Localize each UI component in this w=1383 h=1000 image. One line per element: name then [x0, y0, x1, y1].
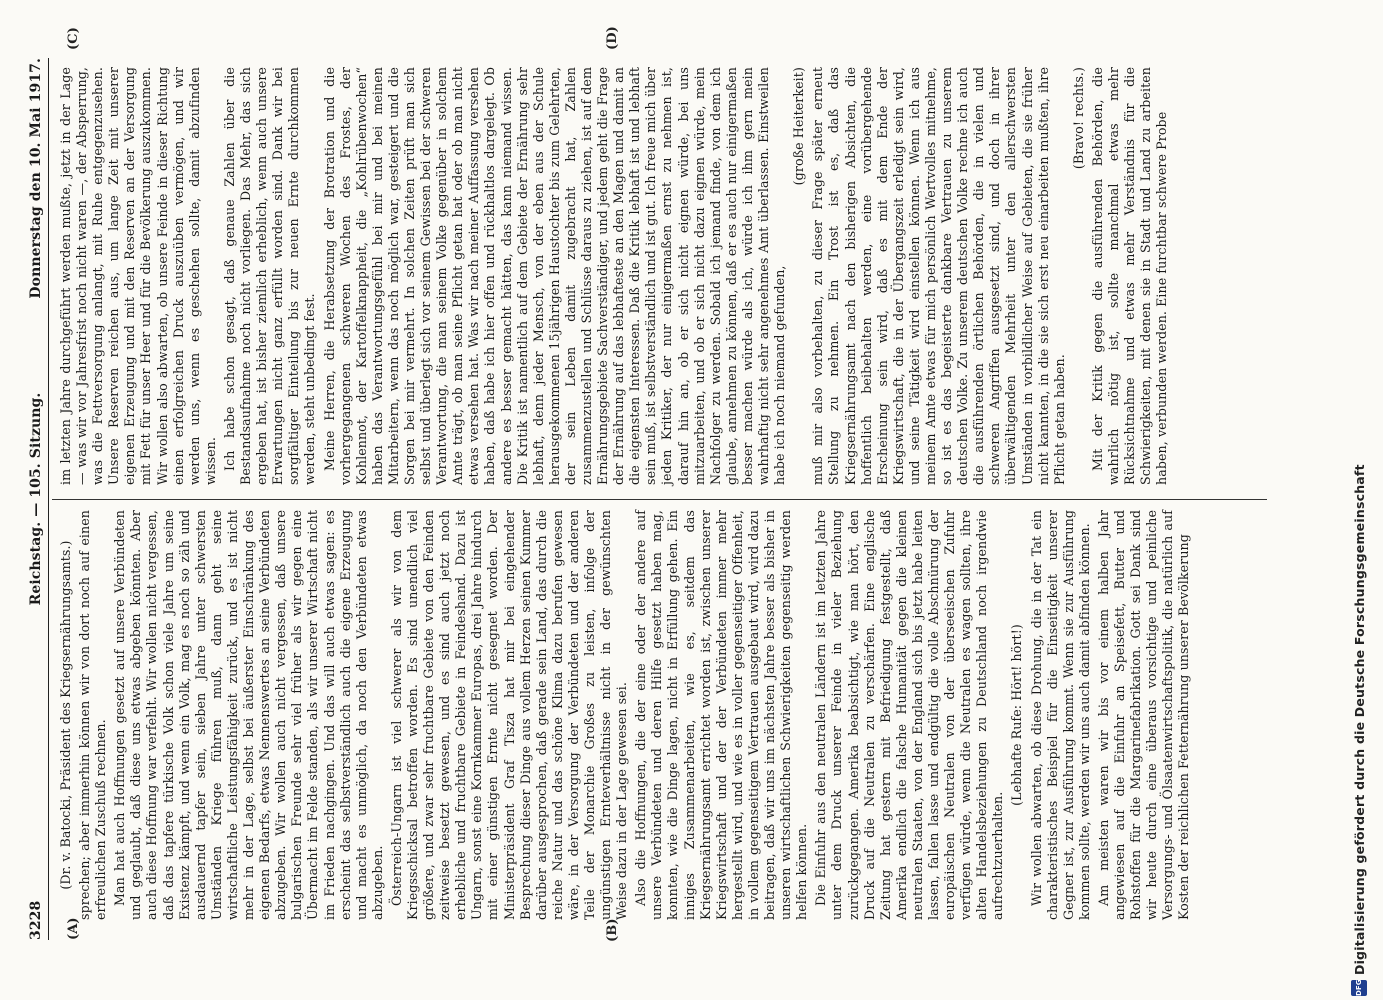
- paragraph: Ich habe schon gesagt, daß genaue Zahlen über die Bestandsaufnahme noch nicht vorliegen. Das Mehr, das sich ergeben hat, ist bisher ziemlich erheblich, wenn auch unsere Erwartungen nicht ganz erfüllt worden sind. Dank wir bei sorgfältiger Einteilung bis zur neuen Ernte durchkommen werden, steht unbedingt fest.: [221, 67, 318, 485]
- interjection: (Lebhafte Rufe: Hört! hört!): [1009, 624, 1025, 806]
- paragraph: Also die Hoffnungen, die der eine oder der andere auf unsere Verbündeten und deren Hilfe gesetzt haben mag, konnten, wie die Dinge lagen, nicht in Erfüllung gehen. Ein inniges Zusammenarbeiten, wie es, seitdem das Kriegsernährungsamt errichtet worden ist, zwischen unserer Kriegswirtschaft und der der Verbündeten immer mehr hergestellt wird, und wie es in voller gegenseitiger Offenheit, in vollem gegenseitigem Vertrauen ausgebaut wird, wird dazu beitragen, daß wir uns im nächsten Jahre besser als bisher in unseren wirtschaftlichen Schwierigkeiten gegenseitig werden helfen können.: [633, 510, 810, 920]
- paragraph: Österreich-Ungarn ist viel schwerer als wir von dem Kriegsschicksal betroffen worden. Es sind unendlich viel größere, und zwar sehr fruchtbare Gebiete von den Feinden zeitweise besetzt gewesen, und es sind auch jetzt noch erhebliche und fruchtbare Gebiete in Feindeshand. Dazu ist Ungarn, sonst eine Kornkammer Europas, drei Jahre hindurch mit einer günstigen Ernte nicht gesegnet worden. Der Ministerpräsident Graf Tisza hat mir bei eingehender Besprechung dieser Dinge aus vollem Herzen seinen Kummer darüber ausgesprochen, daß gerade sein Land, das durch die reiche Natur und das schöne Klima dazu berufen gewesen wäre, in der Versorgung der Verbündeten und der anderen Teile der Monarchie Großes zu leisten, infolge der ungünstigen Ernteverhältnisse nicht in der gewünschten Weise dazu in der Lage gewesen sei.: [388, 510, 630, 920]
- header-title: Reichstag. — 105. Sitzung.: [28, 392, 44, 606]
- interjection: (Bravo! rechts.): [1070, 67, 1086, 170]
- paragraph: Mit der Kritik gegen die ausführenden Behörden, die wahrlich nötig ist, sollte manchmal etwas mehr Rücksichtnahme und etwas mehr Verständnis für die Schwierigkeiten, mit denen sie in Stadt und Land zu arbeiten haben, verbunden werden. Eine furchtbar schwere Probe: [1089, 67, 1170, 485]
- left-column: [58, 510, 1195, 920]
- header-rule: [48, 58, 49, 940]
- page-number: 3228: [28, 900, 44, 940]
- paragraph: Am meisten waren wir bis vor einem halben Jahr angewiesen auf die Einfuhr an Speisefett, Butter und Rohstoffen für die Margarinefabrikation. Gott sei Dank sind wir heute durch eine überaus vorsichtige und peinliche Versorgungs- und Ölsaatenwirtschaftspolitik, die natürlich auf Kosten der reichlichen Fetternährung unserer Bevölkerung: [1095, 510, 1192, 920]
- margin-marker-c: (C): [66, 27, 81, 50]
- speaker-line: (Dr. v. Batocki, Präsident des Kriegsernährungsamts.): [58, 540, 73, 890]
- paragraph: Meine Herren, die Herabsetzung der Brotration und die vorhergegangenen schweren Wochen des Frostes, der Kohlennot, der Kartoffelknappheit, die „Kohlrübenwochen“ haben das Verantwortungsgefühl bei mir und bei meinen Mitarbeitern, wenn das noch möglich war, gesteigert und die Sorgen bei mir vermehrt. In solchen Zeiten prüft man sich selbst und überlegt sich vor seinem Gewissen bei der schweren Verantwortung, die man seinem Volke gegenüber in solchem Amte trägt, ob man seine Pflicht getan hat oder ob man nicht etwas versehen hat. Was wir nach meiner Auffassung versehen haben, daß habe ich hier offen und rückhaltlos dargelegt. Ob andere es besser gemacht hätten, das kann niemand wissen. Die Kritik ist namentlich auf dem Gebiete der Ernährung sehr lebhaft, denn jeder Mensch, von der eben aus der Schule herausgekommenen 15jährigen Haustochter bis zum Gelehrten, der sein Leben damit zugebracht hat, Zahlen zusammenzustellen und Schlüsse daraus zu ziehen, ist auf dem Ernährungsgebiete Sachverständiger, und jedem geht die Frage der Ernährung auf das lebhafteste an den Magen und damit an die eigensten Interessen. Daß die Kritik lebhaft ist und lebhaft sein muß, ist selbstverständlich und ist gut. Ich freue mich über jeden Kritiker, der nur einigermaßen ernst zu nehmen ist, darauf hin an, ob er sich nicht eignen würde, bei uns mitzuarbeiten, und ob er sich nicht dazu eignen würde, mein Nachfolger zu werden. Sobald ich jemand finde, von dem ich glaube, annehmen zu können, daß er es auch nur einigermaßen besser machen würde als ich, würde ich ihm gern mein wahrhaftig nicht sehr angenehmes Amt überlassen. Einstweilen habe ich noch niemand gefunden,: [321, 67, 788, 485]
- paragraph: Man hat auch Hoffnungen gesetzt auf unsere Verbündeten und geglaubt, daß diese uns etwas abgeben könnten. Aber auch diese Hoffnung war verfehlt. Wir wollen nicht vergessen, daß das tapfere türkische Volk schon viele Jahre um seine Existenz kämpft, und wenn ein Volk, mag es noch so zäh und ausdauernd tapfer sein, sieben Jahre unter schwersten Umständen Kriege führen muß, dann geht seine wirtschaftliche Leistungsfähigkeit zurück, und es ist nicht mehr in der Lage, selbst bei äußerster Einschränkung des eigenen Bedarfs, etwas Nennenswertes an seine Verbündeten abzugeben. Wir wollen auch nicht vergessen, daß unsere bulgarischen Freunde sehr viel früher als wir gegen eine Übermacht im Felde standen, als wir unserer Wirtschaft nicht im Frieden nachgingen. Und das will auch etwas sagen: es erscheint das selbstverständlich auch die eigene Erzeugung und macht es unmöglich, da noch den Verbündeten etwas abzugeben.: [112, 510, 385, 920]
- paragraph: Die Einfuhr aus den neutralen Ländern ist im letzten Jahre unter dem Druck unserer Feinde in vieler Beziehung zurückgegangen. Amerika beabsichtigt, wie man hört, den Druck auf die Neutralen zu verschärfen. Eine englische Zeitung hat gestern mit Befriedigung festgestellt, daß Amerika endlich die falsche Humanität gegen die kleinen neutralen Staaten, von der England sich bis jetzt habe leiten lassen, fallen lasse und endgültig die volle Abschnürung der europäischen Neutralen von der überseeischen Zufuhr verfügen würde, wenn die Neutralen es wagen sollten, ihre alten Handelsbeziehungen zu Deutschland noch irgendwie aufrechtzuerhalten.: [813, 510, 1006, 920]
- page-header: [28, 58, 48, 940]
- interjection: (große Heiterkeit): [791, 67, 807, 186]
- paragraph: sprechen; aber immerhin können wir von dort noch auf einen erfreulichen Zuschuß rechnen.: [77, 510, 109, 920]
- column-divider: [52, 499, 1267, 500]
- margin-marker-a: (A): [66, 917, 81, 940]
- dfg-logo-icon: DFG: [1351, 980, 1367, 996]
- header-date: Donnerstag den 10. Mai 1917.: [28, 58, 44, 299]
- margin-marker-d: (D): [605, 26, 620, 50]
- paragraph: im letzten Jahre durchgeführt werden mußte, jetzt in der Lage — was wir vor Jahresfrist noch nicht waren —, der Absperrung, was die Fettversorgung anlangt, mit Ruhe entgegenzusehen. Unsere Reserven reichen aus, um lange Zeit mit unserer eigenen Erzeugung und mit den Reserven an der Versorgung mit Fett für unser Heer und für die Bevölkerung auszukommen. Wir wollen also abwarten, ob unsere Feinde in dieser Richtung einen erfolgreichen Druck auszuüben vermögen, und wir werden uns, wenn es geschehen sollte, damit abzufinden wissen.: [58, 67, 218, 485]
- paragraph: muß mir also vorbehalten, zu dieser Frage später erneut Stellung zu nehmen. Ein Trost ist es, daß das Kriegsernährungsamt nach den bisherigen Absichten, die hoffentlich beibehalten werden, eine vorübergehende Erscheinung sein wird, daß es mit dem Ende der Kriegswirtschaft, die in der Übergangszeit erledigt sein wird, und seine Tätigkeit wird einstellen können. Wenn ich aus meinem Amte etwas für mich persönlich Wertvolles mitnehme, so ist es das begeisterte dankbare Vertrauen zu unserem deutschen Volke. Zu unserem deutschen Volke rechne ich auch die ausführenden örtlichen Behörden, die in vielen und schweren Angriffen ausgesetzt sind, und doch in ihrer überwältigenden Mehrheit unter den allerschwersten Umständen in vorbildlicher Weise auf Gebieten, die sie früher nicht kannten, in die sie sich erst neu einarbeiten mußten, ihre Pflicht getan haben.: [810, 67, 1067, 485]
- right-column: [58, 67, 1173, 485]
- digitization-footer: [1350, 0, 1370, 1000]
- footer-credit: Digitalisierung gefördert durch die Deutsche Forschungsgemeinschaft: [1352, 464, 1367, 975]
- paragraph: Wir wollen abwarten, ob diese Drohung, die in der Tat ein charakteristisches Beispiel für die Einseitigkeit unserer Gegner ist, zur Ausführung kommt. Wenn sie zur Ausführung kommen sollte, werden wir uns auch damit abfinden können.: [1028, 510, 1092, 920]
- margin-marker-b: (B): [605, 918, 620, 942]
